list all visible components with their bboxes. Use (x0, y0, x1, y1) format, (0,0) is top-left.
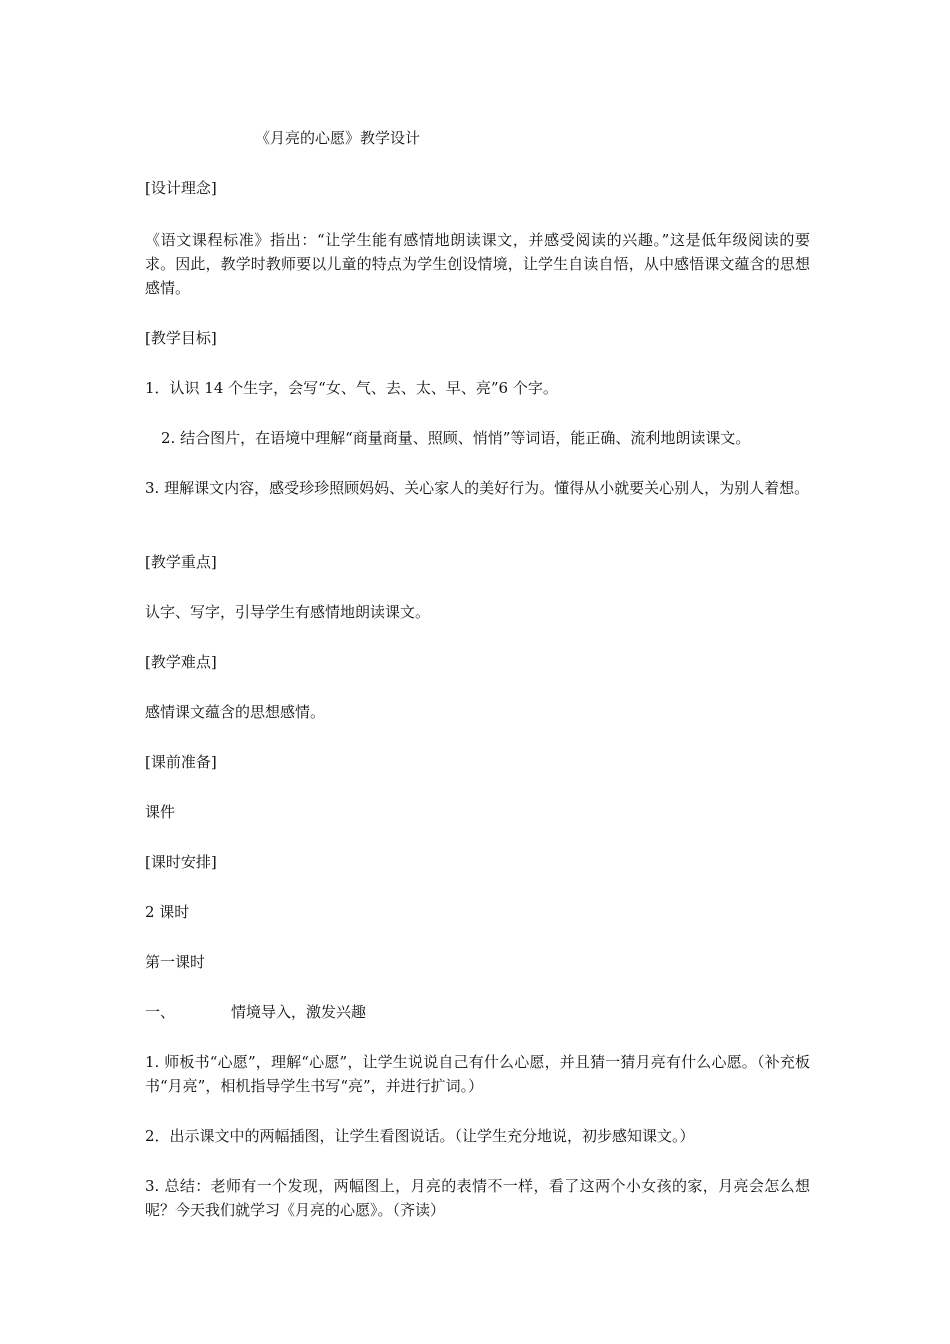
paragraph-teaching-key: 认字、写字，引导学生有感情地朗读课文。 (145, 603, 431, 621)
heading-teaching-key: [教学重点] (145, 553, 217, 571)
goal-item-1: 1．认识 14 个生字，会写“女、气、去、太、早、亮”6 个字。 (145, 379, 558, 397)
goal-item-2: 2. 结合图片，在语境中理解“商量商量、照顾、悄悄”等词语，能正确、流利地朗读课文。 (161, 429, 751, 447)
heading-design-concept: [设计理念] (145, 179, 217, 197)
paragraph-teaching-difficulty: 感情课文蕴含的思想感情。 (145, 703, 326, 721)
heading-preparation: [课前准备] (145, 753, 217, 771)
section-number: 一、 (145, 1003, 176, 1021)
section-title: 情境导入，激发兴趣 (231, 1003, 367, 1021)
heading-teaching-goals: [教学目标] (145, 329, 217, 347)
step-item-3: 3. 总结：老师有一个发现，两幅图上，月亮的表情不一样，看了这两个小女孩的家，月亮会怎么想呢？今天我们就学习《月亮的心愿》。（齐读） (145, 1177, 810, 1219)
heading-schedule: [课时安排] (145, 853, 217, 871)
paragraph-schedule: 2 课时 (145, 903, 190, 921)
paragraph-design-concept: 《语文课程标准》指出：“让学生能有感情地朗读课文，并感受阅读的兴趣。”这是低年级阅读的要求。因此，教学时教师要以儿童的特点为学生创设情境，让学生自读自悟，从中感悟课文蕴含的思想感情。 (145, 231, 810, 297)
goal-item-3: 3. 理解课文内容，感受珍珍照顾妈妈、关心家人的美好行为。懂得从小就要关心别人，为别人着想。 (145, 479, 810, 497)
heading-teaching-difficulty: [教学难点] (145, 653, 217, 671)
lesson-heading: 第一课时 (145, 953, 206, 971)
step-item-2: 2．出示课文中的两幅插图，让学生看图说话。（让学生充分地说，初步感知课文。） (145, 1127, 695, 1145)
paragraph-preparation: 课件 (145, 803, 176, 821)
step-item-1: 1. 师板书“心愿”，理解“心愿”，让学生说说自己有什么心愿，并且猜一猜月亮有什么心愿。（补充板书“月亮”，相机指导学生书写“亮”，并进行扩词。） (145, 1053, 810, 1095)
section-heading (145, 1000, 810, 1024)
document-title: 《月亮的心愿》教学设计 (255, 129, 421, 147)
